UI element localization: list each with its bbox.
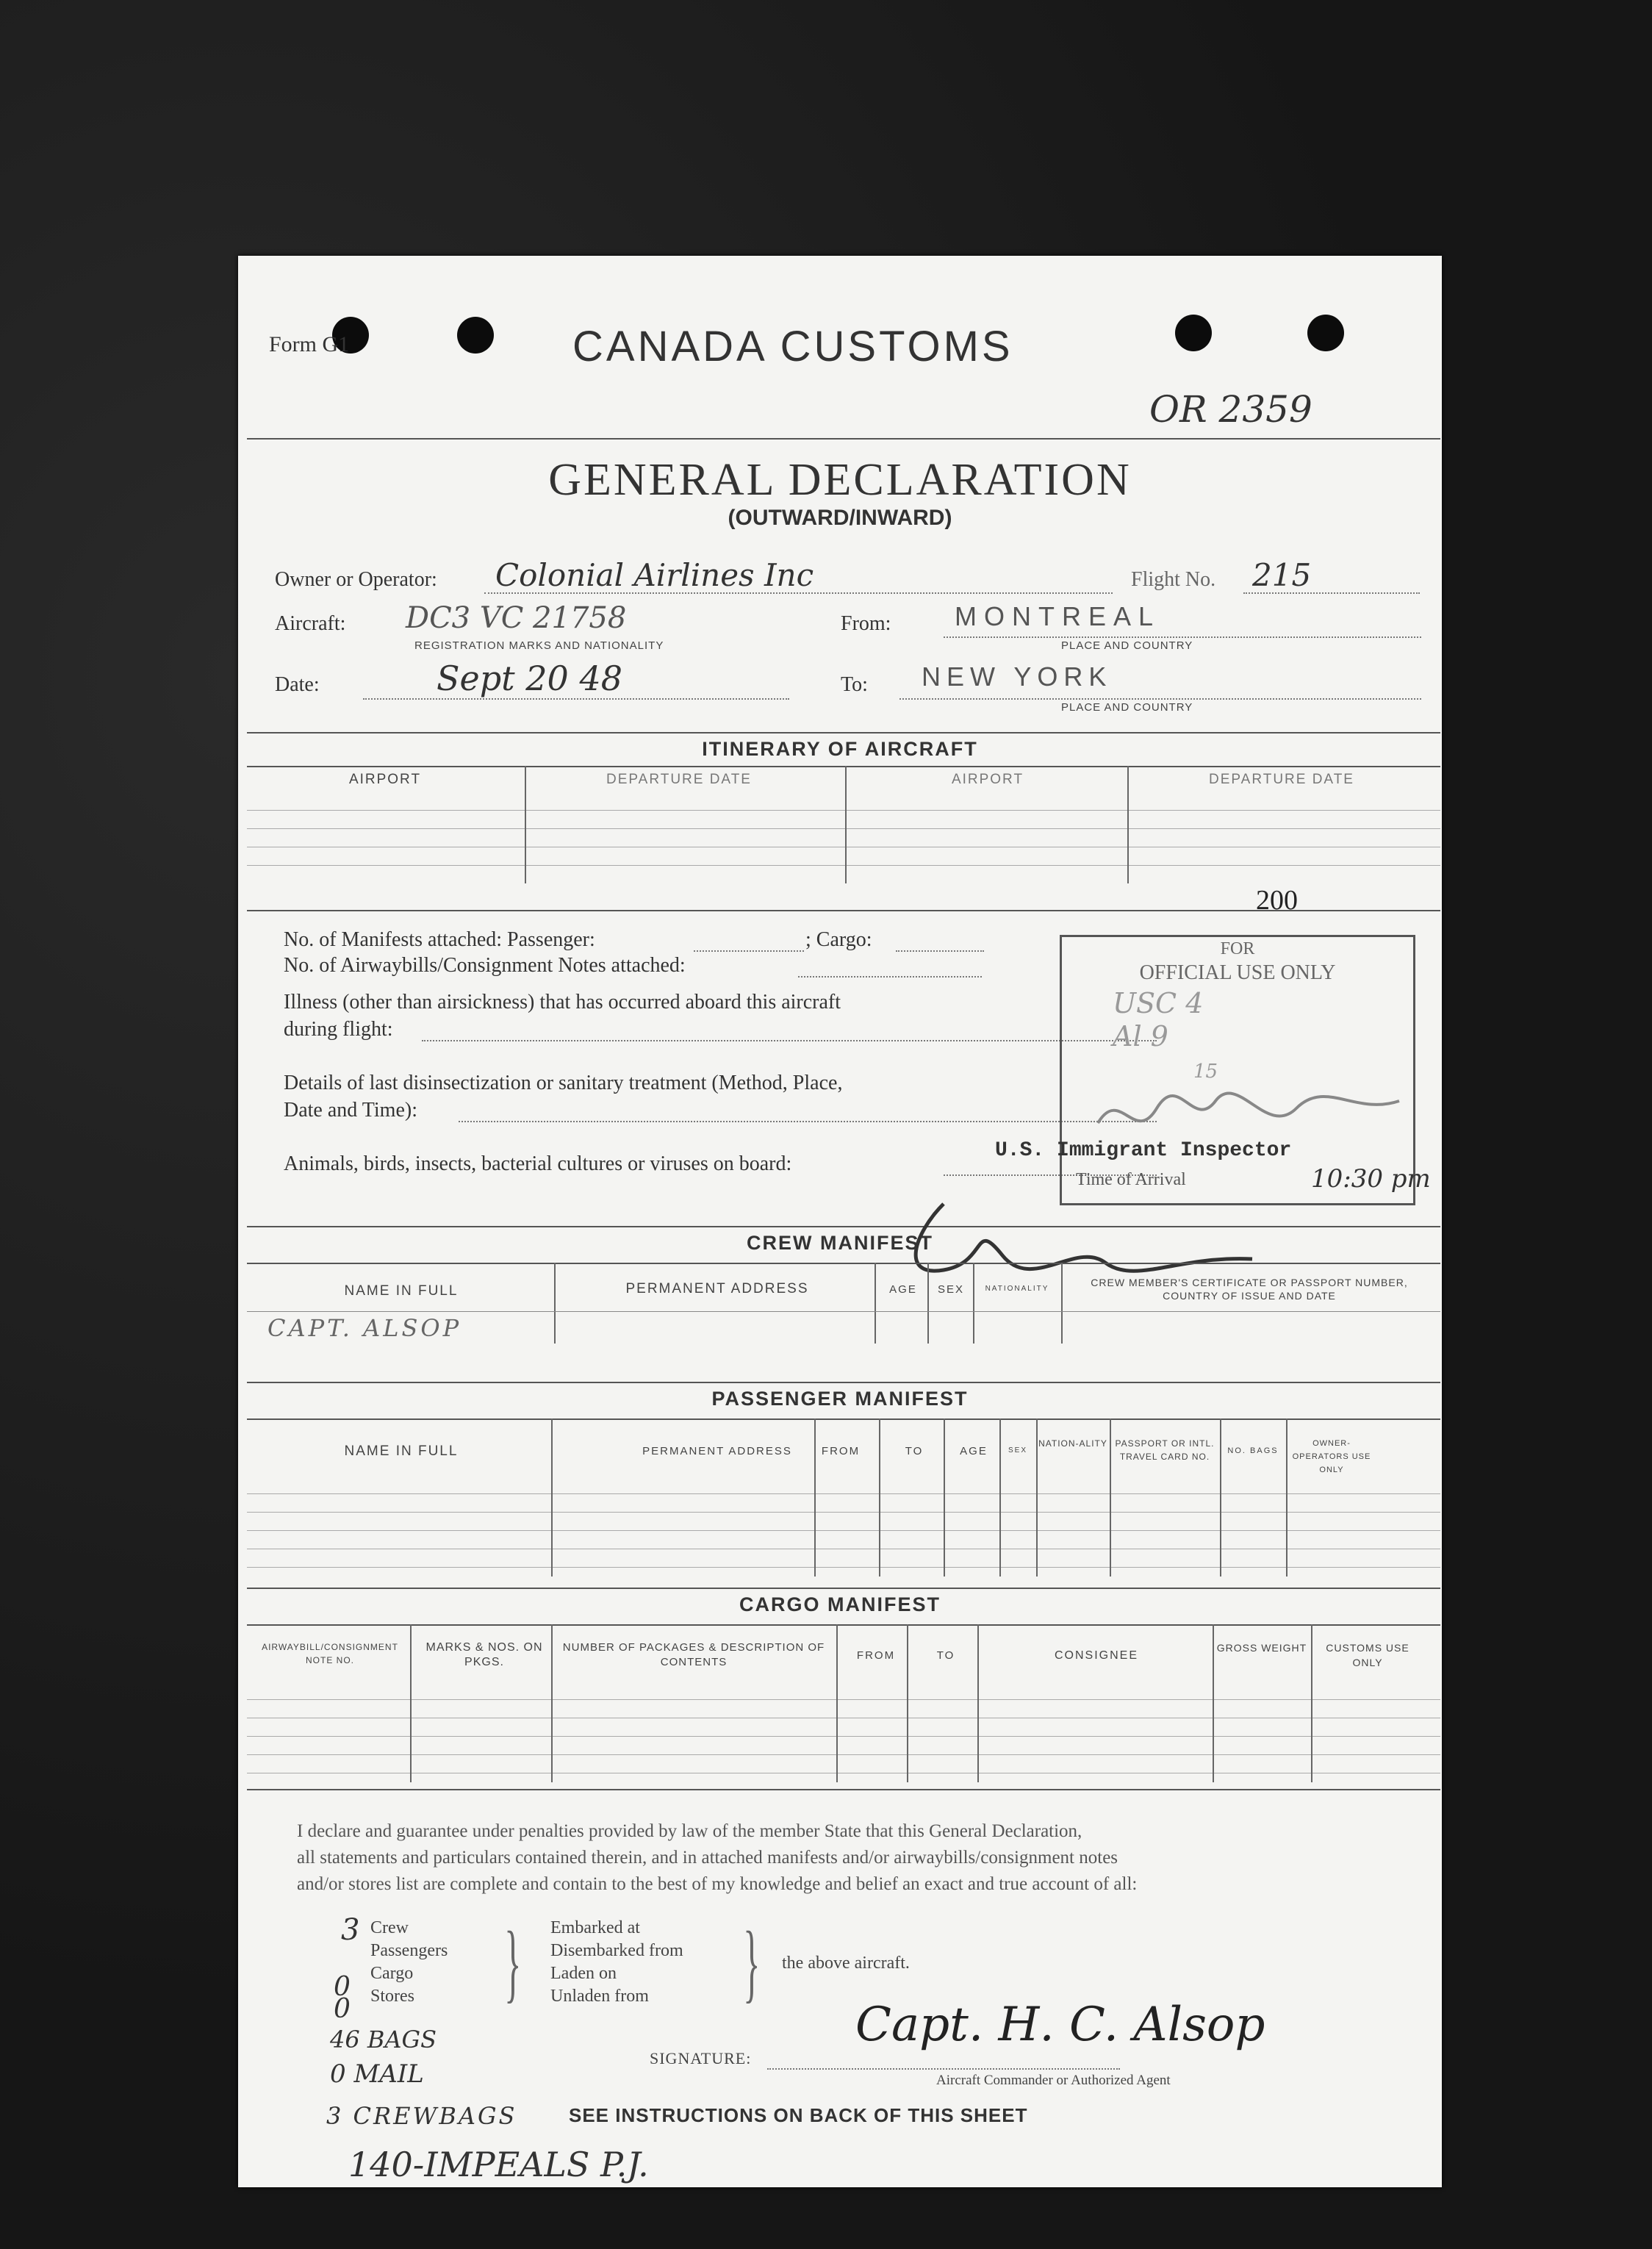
aircraft-value: DC3 VC 21758 (406, 601, 627, 635)
cargo-col-consignee: CONSIGNEE (1054, 1649, 1138, 1662)
column-divider (551, 1418, 553, 1577)
time-of-arrival-label: Time of Arrival (1076, 1170, 1186, 1189)
official-note-1: USC 4 (1113, 987, 1204, 1019)
form-title: GENERAL DECLARATION (548, 455, 1132, 505)
flight-value: 215 (1252, 557, 1312, 593)
column-divider (410, 1624, 412, 1782)
official-box-line1: FOR (1220, 939, 1255, 958)
official-note-2: Al 9 (1113, 1020, 1168, 1052)
column-divider (977, 1624, 979, 1782)
declaration-form-sheet (238, 256, 1442, 2187)
disinsect-label: Details of last disinsectization or sanitary treatment (Method, Place, (284, 1072, 843, 1094)
cargo-rows (247, 1682, 1440, 1777)
official-box-line2: OFFICIAL USE ONLY (1139, 961, 1336, 984)
declaration-text-1: I declare and guarantee under penalties provided by law of the member State that this General Declaration, (297, 1821, 1082, 1841)
divider (247, 1588, 1440, 1589)
form-number: Form G1 (269, 332, 350, 356)
cargo-manifests-line (896, 950, 984, 952)
cargo-col-marks: MARKS & NOS. ON PKGS. (425, 1641, 543, 1668)
passenger-rows (247, 1476, 1440, 1571)
column-divider (944, 1418, 945, 1577)
pax-col-sex: SEX (1008, 1446, 1027, 1455)
column-divider (525, 766, 526, 883)
column-divider (875, 1263, 876, 1344)
itinerary-col-airport: AIRPORT (348, 772, 422, 787)
divider (247, 1382, 1440, 1383)
animals-label: Animals, birds, insects, bacterial cultures or viruses on board: (284, 1152, 792, 1175)
declaration-text-2: all statements and particulars contained therein, and in attached manifests and/or airwaybills/consignment notes (297, 1848, 1118, 1868)
to-line (899, 698, 1421, 700)
reference-number: OR 2359 (1149, 388, 1312, 431)
pax-col-name: NAME IN FULL (344, 1443, 459, 1459)
date-label: Date: (275, 673, 320, 696)
cargo-col-to: TO (936, 1649, 955, 1662)
itinerary-rows (247, 792, 1440, 880)
disinsect-label-2: Date and Time): (284, 1099, 417, 1122)
crew-col-sex: SEX (937, 1283, 964, 1296)
date-value: Sept 20 48 (437, 659, 622, 698)
immigration-stamp: U.S. Immigrant Inspector (995, 1139, 1292, 1162)
passenger-manifests-line (694, 950, 804, 952)
from-label: From: (841, 612, 891, 635)
manifests-label: No. of Manifests attached: Passenger: (284, 928, 595, 951)
declaration-text-3: and/or stores list are complete and contain to the best of my knowledge and belief an exact and true account of all: (297, 1874, 1138, 1894)
from-sublabel: PLACE AND COUNTRY (1061, 639, 1193, 652)
crew-col-address: PERMANENT ADDRESS (625, 1281, 809, 1296)
illness-label: Illness (other than airsickness) that has occurred aboard this aircraft (284, 991, 841, 1014)
column-divider (999, 1418, 1001, 1577)
crew-col-name: NAME IN FULL (344, 1283, 459, 1299)
cargo-manifest-title: CARGO MANIFEST (739, 1593, 941, 1615)
divider (247, 732, 1440, 733)
time-of-arrival-value: 10:30 pm (1311, 1164, 1431, 1194)
airwaybills-line (798, 976, 982, 978)
signature-sublabel: Aircraft Commander or Authorized Agent (936, 2073, 1171, 2088)
illness-line (422, 1040, 1157, 1041)
divider (247, 1263, 1440, 1264)
declaration-item-stores: Stores (370, 1987, 414, 2006)
column-divider (1213, 1624, 1214, 1782)
inspector-signature-scribble (1091, 1072, 1414, 1167)
stores-count: 0 (334, 1994, 351, 2024)
row-line (247, 1311, 1440, 1312)
handwritten-impeals: 140-IMPEALS P.J. (348, 2145, 649, 2184)
punch-hole (1307, 315, 1344, 351)
brace: } (743, 1913, 761, 2011)
cargo-col-weight: GROSS WEIGHT (1216, 1642, 1307, 1654)
crew-col-certificate: CREW MEMBER'S CERTIFICATE OR PASSPORT NUMBER, COUNTRY OF ISSUE AND DATE (1091, 1277, 1408, 1302)
column-divider (973, 1263, 974, 1344)
pax-col-nationality: NATION-ALITY (1038, 1438, 1107, 1449)
column-divider (1110, 1418, 1111, 1577)
pax-col-owner: OWNER-OPERATORS USE ONLY (1292, 1439, 1371, 1474)
column-divider (927, 1263, 929, 1344)
cargo-manifests-label: ; Cargo: (805, 928, 872, 951)
owner-value: Colonial Airlines Inc (495, 557, 814, 593)
date-line (363, 698, 789, 700)
divider (247, 438, 1440, 440)
cargo-col-airwaybill: AIRWAYBILL/CONSIGNMENT NOTE NO. (262, 1642, 398, 1665)
passenger-manifest-title: PASSENGER MANIFEST (711, 1388, 969, 1410)
column-divider (1311, 1624, 1312, 1782)
signature-value: Capt. H. C. Alsop (855, 1998, 1265, 2052)
cargo-col-customs: CUSTOMS USE ONLY (1326, 1642, 1409, 1668)
itinerary-col-departure: DEPARTURE DATE (606, 772, 752, 787)
owner-label: Owner or Operator: (275, 568, 437, 591)
itinerary-col-airport-2: AIRPORT (951, 772, 1024, 787)
pax-col-address: PERMANENT ADDRESS (642, 1445, 792, 1457)
column-divider (1061, 1263, 1063, 1344)
itinerary-title: ITINERARY OF AIRCRAFT (702, 738, 978, 760)
divider (247, 1624, 1440, 1626)
cargo-col-packages: NUMBER OF PACKAGES & DESCRIPTION OF CONTENTS (562, 1641, 825, 1668)
signature-line (767, 2068, 1120, 2070)
column-divider (836, 1624, 838, 1782)
form-subtitle: (OUTWARD/INWARD) (728, 506, 952, 530)
pax-col-bags: NO. BAGS (1227, 1446, 1279, 1455)
handwritten-bags: 46 BAGS (330, 2026, 437, 2053)
declaration-action-unladen: Unladen from (550, 1987, 649, 2006)
pax-col-from: FROM (821, 1445, 861, 1457)
declaration-action-embarked: Embarked at (550, 1918, 640, 1937)
column-divider (845, 766, 847, 883)
agency-title: CANADA CUSTOMS (572, 323, 1013, 370)
divider (247, 766, 1440, 767)
crew-entry-name: CAPT. ALSOP (267, 1314, 462, 1342)
column-divider (1286, 1418, 1288, 1577)
divider (247, 1418, 1440, 1420)
from-line (944, 636, 1421, 638)
column-divider (907, 1624, 908, 1782)
crew-count: 3 (341, 1913, 360, 1947)
instructions-note: SEE INSTRUCTIONS ON BACK OF THIS SHEET (569, 2104, 1028, 2126)
to-value: NEW YORK (922, 661, 1113, 692)
pax-col-to: TO (905, 1445, 924, 1457)
punch-hole (1175, 315, 1212, 351)
declaration-item-cargo: Cargo (370, 1964, 414, 1983)
to-sublabel: PLACE AND COUNTRY (1061, 701, 1193, 714)
cargo-col-from: FROM (856, 1649, 896, 1662)
to-label: To: (841, 673, 868, 696)
illness-label-2: during flight: (284, 1018, 393, 1041)
disinsect-line (459, 1121, 1157, 1122)
crew-col-nationality: NATIONALITY (985, 1285, 1049, 1293)
declaration-item-crew: Crew (370, 1918, 409, 1937)
declaration-action-laden: Laden on (550, 1964, 617, 1983)
column-divider (1220, 1418, 1221, 1577)
declaration-item-passengers: Passengers (370, 1941, 448, 1960)
signature-label: SIGNATURE: (650, 2049, 752, 2067)
divider (247, 1789, 1440, 1790)
cargo-count: 0 (334, 1972, 351, 2002)
column-divider (879, 1418, 880, 1577)
flight-label: Flight No. (1131, 568, 1216, 591)
pax-col-age: AGE (960, 1445, 988, 1457)
handwritten-crewbags: 3 CREWBAGS (326, 2102, 517, 2130)
declaration-action-disembarked: Disembarked from (550, 1941, 683, 1960)
itinerary-col-departure-2: DEPARTURE DATE (1209, 772, 1354, 787)
column-divider (554, 1263, 556, 1344)
flight-line (1243, 592, 1420, 594)
official-note-3: 15 (1193, 1061, 1218, 1083)
brace: } (504, 1913, 522, 2011)
column-divider (1036, 1418, 1038, 1577)
handwritten-mail: 0 MAIL (330, 2059, 424, 2089)
airwaybills-label: No. of Airwaybills/Consignment Notes attached: (284, 954, 686, 977)
column-divider (814, 1418, 816, 1577)
pax-col-passport: PASSPORT OR INTL. TRAVEL CARD NO. (1115, 1438, 1215, 1462)
declaration-aircraft-text: the above aircraft. (782, 1954, 910, 1973)
aircraft-label: Aircraft: (275, 612, 346, 635)
crew-manifest-title: CREW MANIFEST (747, 1232, 933, 1254)
from-value: MONTREAL (955, 601, 1161, 631)
column-divider (551, 1624, 553, 1782)
crew-col-age: AGE (889, 1283, 917, 1296)
column-divider (1127, 766, 1129, 883)
aircraft-sublabel: REGISTRATION MARKS AND NATIONALITY (414, 639, 664, 652)
punch-hole (457, 317, 494, 354)
stamp-number: 200 (1256, 885, 1298, 916)
